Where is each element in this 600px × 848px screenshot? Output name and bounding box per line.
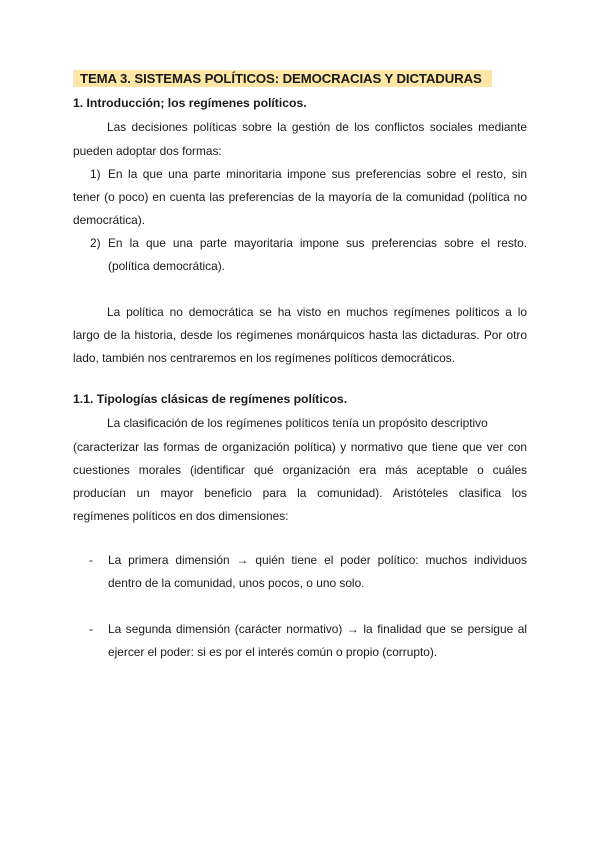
list-number-1: 1) bbox=[90, 167, 101, 181]
bullet-2-line-2: ejercer el poder: si es por el interés común o propio (corrupto). bbox=[108, 645, 438, 659]
intro-line-2: pueden adoptar dos formas: bbox=[73, 144, 222, 158]
typologies-line-1: La clasificación de los regímenes políticos tenía un propósito descriptivo bbox=[107, 416, 488, 430]
document-title: TEMA 3. SISTEMAS POLÍTICOS: DEMOCRACIAS Y DICTADURAS bbox=[80, 71, 482, 86]
intro-line-1: Las decisiones políticas sobre la gestión de los conflictos sociales mediante bbox=[107, 120, 527, 134]
item-1-line-2: tener (o poco) en cuenta las preferencias de la mayoría de la comunidad (política no bbox=[73, 190, 527, 204]
bullet-1-line-1: La primera dimensión → quién tiene el poder político: muchos individuos bbox=[108, 553, 527, 567]
bullet-1-line-2: dentro de la comunidad, unos pocos, o uno solo. bbox=[108, 576, 365, 590]
para2-line-2: largo de la historia, desde los regímenes monárquicos hasta las dictaduras. Por otro bbox=[73, 328, 527, 342]
para2-line-3: lado, también nos centraremos en los regímenes políticos democráticos. bbox=[73, 351, 456, 365]
item-2-line-2: (política democrática). bbox=[108, 259, 225, 273]
item-1-line-3: democrática). bbox=[73, 213, 146, 227]
section-1-heading: 1. Introducción; los regímenes políticos. bbox=[73, 96, 307, 110]
list-number-2: 2) bbox=[90, 236, 101, 250]
item-2-line-1: En la que una parte mayoritaria impone sus preferencias sobre el resto. bbox=[108, 236, 527, 250]
para2-line-1: La política no democrática se ha visto en muchos regímenes políticos a lo bbox=[107, 305, 527, 319]
item-1-line-1: En la que una parte minoritaria impone sus preferencias sobre el resto, sin bbox=[108, 167, 527, 181]
typologies-line-5: regímenes políticos en dos dimensiones: bbox=[73, 509, 289, 523]
bullet-2-line-1: La segunda dimensión (carácter normativo) → la finalidad que se persigue al bbox=[108, 622, 527, 636]
typologies-line-3: cuestiones morales (identificar qué organización era más aceptable o cuáles bbox=[73, 463, 527, 477]
bullet-marker-1: - bbox=[89, 553, 93, 567]
typologies-line-2: (caracterizar las formas de organización política) y normativo que tiene que ver con bbox=[73, 440, 527, 454]
typologies-line-4: producían un mayor beneficio para la comunidad). Aristóteles clasifica los bbox=[73, 486, 527, 500]
section-1-1-heading: 1.1. Tipologías clásicas de regímenes políticos. bbox=[73, 392, 348, 406]
bullet-marker-2: - bbox=[89, 622, 93, 636]
